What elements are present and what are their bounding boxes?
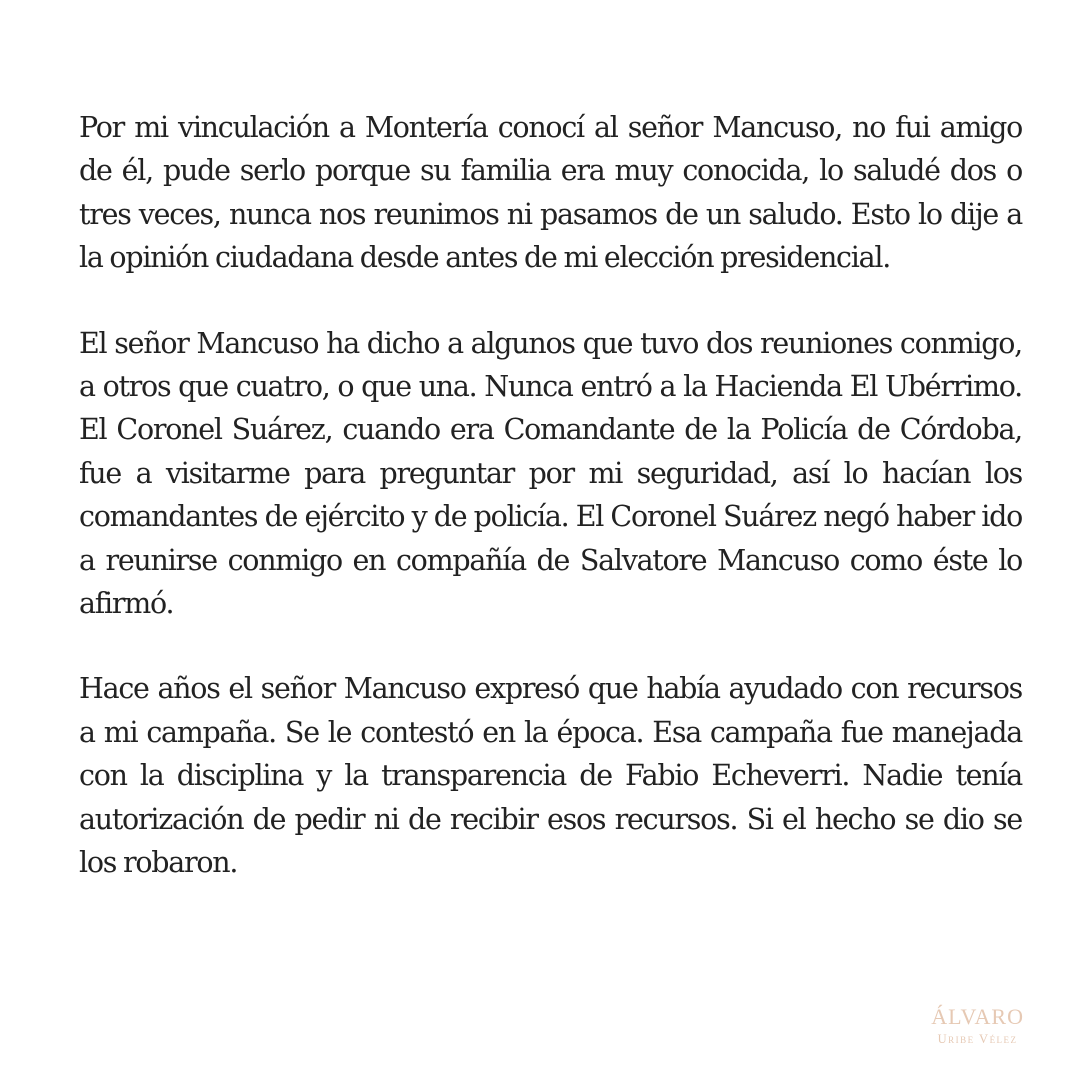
- statement-paragraph-1: Por mi vinculación a Montería conocí al señor Mancuso, no fui amigo de él, pude serlo porque su familia era muy conocida, lo saludé dos o tres veces, nunca nos reunimos ni pasamos de un saludo. Esto lo dije a la opinión ciudadana desde antes de mi elección presidencial.: [79, 111, 1022, 275]
- signature-logo: [931, 1004, 1024, 1048]
- signature-surname: Uribe Vélez: [937, 1032, 1018, 1046]
- signature-first-name: ÁLVARO: [931, 1004, 1024, 1029]
- statement-paragraph-3: Hace años el señor Mancuso expresó que había ayudado con recursos a mi campaña. Se le contestó en la época. Esa campaña fue manejada con la disciplina y la transparencia de Fabio Echeverri. Nadie tenía autorización de pedir ni de recibir esos recursos. Si el hecho se dio se los robaron.: [79, 672, 1022, 880]
- statement-paragraph-2: El señor Mancuso ha dicho a algunos que tuvo dos reuniones conmigo, a otros que cuatro, o que una. Nunca entró a la Hacienda El Ubérrimo. El Coronel Suárez, cuando era Comandante de la Policía de Córdoba, fue a visitarme para preguntar por mi seguridad, así lo hacían los comandantes de ejército y de policía. El Coronel Suárez negó haber ido a reunirse conmigo en compañía de Salvatore Mancuso como éste lo afirmó.: [79, 326, 1022, 621]
- statement-body: [79, 106, 1022, 885]
